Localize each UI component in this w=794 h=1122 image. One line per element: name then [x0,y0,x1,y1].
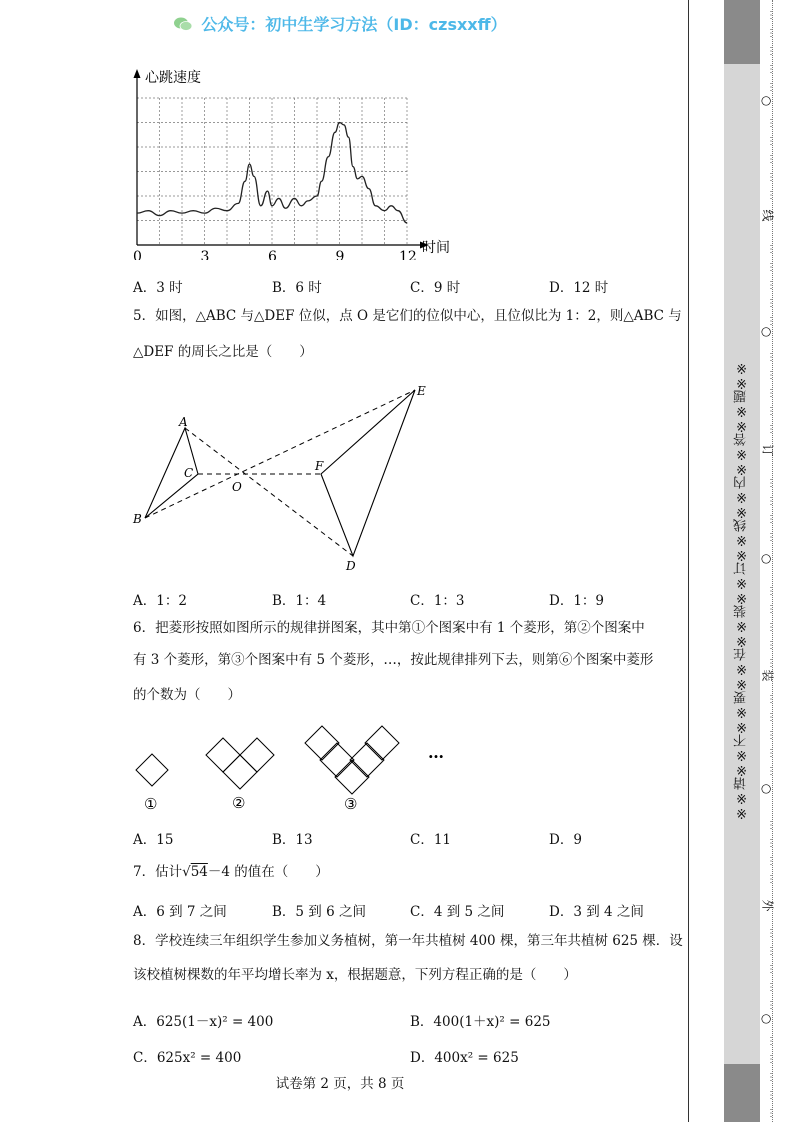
q6-option-d: D．9 [549,832,582,848]
dotted-mark: ⋮ [766,496,776,507]
dotted-mark: ⋮ [766,370,776,381]
x-axis-label: 时间 [422,240,450,256]
dotted-mark: ⋮ [766,532,776,543]
binding-mark: ○ [760,326,775,338]
rhombus [240,738,274,772]
dotted-mark: ⋮ [766,244,776,255]
q8-option-d: D．400x² = 625 [410,1050,519,1066]
dotted-mark: ⋮ [766,640,776,651]
dotted-mark: ⋮ [766,1054,776,1065]
q4-option-a: A．3 时 [133,280,183,296]
ellipsis: … [428,743,444,762]
q7-option-b: B．5 到 6 之间 [272,904,366,920]
no-answer-warning: ※※请※※不※※要※※在※※装※※订※※线※※内※※答※※题※※ [734,360,749,820]
dotted-mark: ⋮ [766,64,776,75]
pattern-label-1: ① [144,795,158,813]
dotted-mark: ⋮ [766,424,776,435]
label-d: D [346,559,356,573]
q6-stem-line1: 6．把菱形按照如图所示的规律拼图案，其中第①个图案中有 1 个菱形，第②个图案中 [133,620,645,636]
dotted-mark: ⋮ [766,316,776,327]
dotted-mark: ⋮ [766,604,776,615]
panel-gray-top [724,0,760,64]
similarity-figure [125,378,435,578]
dotted-mark: ⋮ [766,352,776,363]
q5-option-c: C．1：3 [410,593,465,609]
q7-stem-suffix: －4 的值在（ ） [207,864,329,880]
heart-rate-chart [125,65,455,260]
dotted-mark: ⋮ [766,1108,776,1119]
dotted-mark: ⋮ [766,730,776,741]
label-o: O [232,480,242,494]
q5-option-d: D．1：9 [549,593,605,609]
dotted-mark: ⋮ [766,964,776,975]
x-tick-label: 3 [200,249,210,260]
q7-radicand: 54 [190,864,208,880]
dotted-mark: ⋮ [766,1090,776,1101]
rhombus [136,754,168,786]
label-e: E [417,384,426,398]
q8-stem-line2: 该校植树棵数的年平均增长率为 x，根据题意，下列方程正确的是（ ） [133,967,577,983]
label-a: A [179,415,188,429]
dotted-mark: ⋮ [766,406,776,417]
dotted-mark: ⋮ [766,136,776,147]
sqrt-sign: √ [182,864,191,880]
dotted-mark: ⋮ [766,622,776,633]
y-axis-arrow [134,69,141,78]
dotted-mark: ⋮ [766,712,776,723]
dotted-mark: ⋮ [766,856,776,867]
triangle-def [321,390,415,556]
dotted-mark: ⋮ [766,514,776,525]
dotted-mark: ⋮ [766,748,776,759]
dotted-mark: ⋮ [766,28,776,39]
dotted-mark: ⋮ [766,820,776,831]
y-axis-label: 心跳速度 [145,70,201,86]
q8-option-c: C．625x² = 400 [133,1050,242,1066]
page-header [0,12,680,35]
rhombus [335,760,369,794]
rhombus [223,755,257,789]
rhombus [365,726,399,760]
dotted-mark: ⋮ [766,262,776,273]
dotted-mark: ⋮ [766,838,776,849]
binding-mark: ○ [760,553,775,565]
page-footer: 试卷第 2 页，共 8 页 [275,1076,405,1092]
q8-stem-line1: 8．学校连续三年组织学生参加义务植树，第一年共植树 400 棵，第三年共植树 625 棵．设 [133,933,683,949]
wechat-icon [173,17,193,31]
dotted-mark: ⋮ [766,478,776,489]
q5-stem-line2: △DEF 的周长之比是（ ） [133,344,313,360]
binding-mark: ○ [760,95,775,107]
dotted-mark: ⋮ [766,928,776,939]
q5-stem-line1: 5．如图，△ABC 与△DEF 位似，点 O 是它们的位似中心，且位似比为 1：2，则△ABC 与 [133,308,682,324]
binding-mark: 外 [760,899,775,912]
q6-stem-line3: 的个数为（ ） [133,687,241,703]
label-c: C [184,466,194,480]
dotted-mark: ⋮ [766,1036,776,1047]
dotted-mark: ⋮ [766,946,776,957]
q6-option-a: A．15 [133,832,174,848]
binding-margin [688,0,794,1122]
dotted-mark: ⋮ [766,1072,776,1083]
dotted-mark: ⋮ [766,298,776,309]
dotted-mark: ⋮ [766,10,776,21]
dotted-mark: ⋮ [766,190,776,201]
rhombus [305,726,339,760]
q6-stem-line2: 有 3 个菱形，第③个图案中有 5 个菱形，…，按此规律排列下去，则第⑥个图案中菱形 [133,652,654,668]
rhombus [320,743,354,777]
dotted-mark: ⋮ [766,766,776,777]
rhombus-patterns [125,720,465,815]
rhombus [206,738,240,772]
dotted-mark: ⋮ [766,1000,776,1011]
label-b: B [133,512,142,526]
pattern-label-2: ② [232,794,246,812]
dotted-mark: ⋮ [766,82,776,93]
q7-stem [133,862,329,882]
dotted-mark: ⋮ [766,280,776,291]
q6-option-b: B．13 [272,832,313,848]
binding-mark: 装 [760,669,775,682]
dotted-mark: ⋮ [766,388,776,399]
x-tick-label: 12 [399,249,417,260]
q8-option-a: A．625(1－x)² = 400 [133,1014,274,1030]
q6-option-c: C．11 [410,832,452,848]
dotted-mark: ⋮ [766,172,776,183]
pattern-label-3: ③ [344,795,358,813]
x-tick-label: 0 [133,249,142,260]
dotted-mark: ⋮ [766,658,776,669]
rhombus [350,743,384,777]
q5-option-a: A．1：2 [133,593,187,609]
binding-mark: ○ [760,1013,775,1025]
dotted-mark: ⋮ [766,118,776,129]
q4-option-b: B．6 时 [272,280,322,296]
q7-stem-prefix: 7．估计 [133,864,183,880]
q4-option-c: C．9 时 [410,280,461,296]
x-tick-label: 6 [268,249,277,260]
chart-grid [137,98,407,245]
panel-gray-bottom [724,1064,760,1122]
dotted-mark: ⋮ [766,694,776,705]
dotted-mark: ⋮ [766,586,776,597]
q7-option-c: C．4 到 5 之间 [410,904,505,920]
dotted-mark: ⋮ [766,154,776,165]
binding-mark: 订 [760,444,775,457]
q7-option-d: D．3 到 4 之间 [549,904,644,920]
q4-option-d: D．12 时 [549,280,609,296]
binding-mark: ○ [760,783,775,795]
dotted-mark: ⋮ [766,874,776,885]
dotted-mark: ⋮ [766,46,776,57]
dotted-mark: ⋮ [766,982,776,993]
header-text: 公众号：初中生学习方法（ID：czsxxff） [201,15,507,34]
q5-option-b: B．1：4 [272,593,327,609]
binding-mark: 线 [760,209,775,222]
q7-option-a: A．6 到 7 之间 [133,904,227,920]
label-f: F [315,459,324,473]
q8-option-b: B．400(1＋x)² = 625 [410,1014,551,1030]
x-tick-label: 9 [335,249,345,260]
